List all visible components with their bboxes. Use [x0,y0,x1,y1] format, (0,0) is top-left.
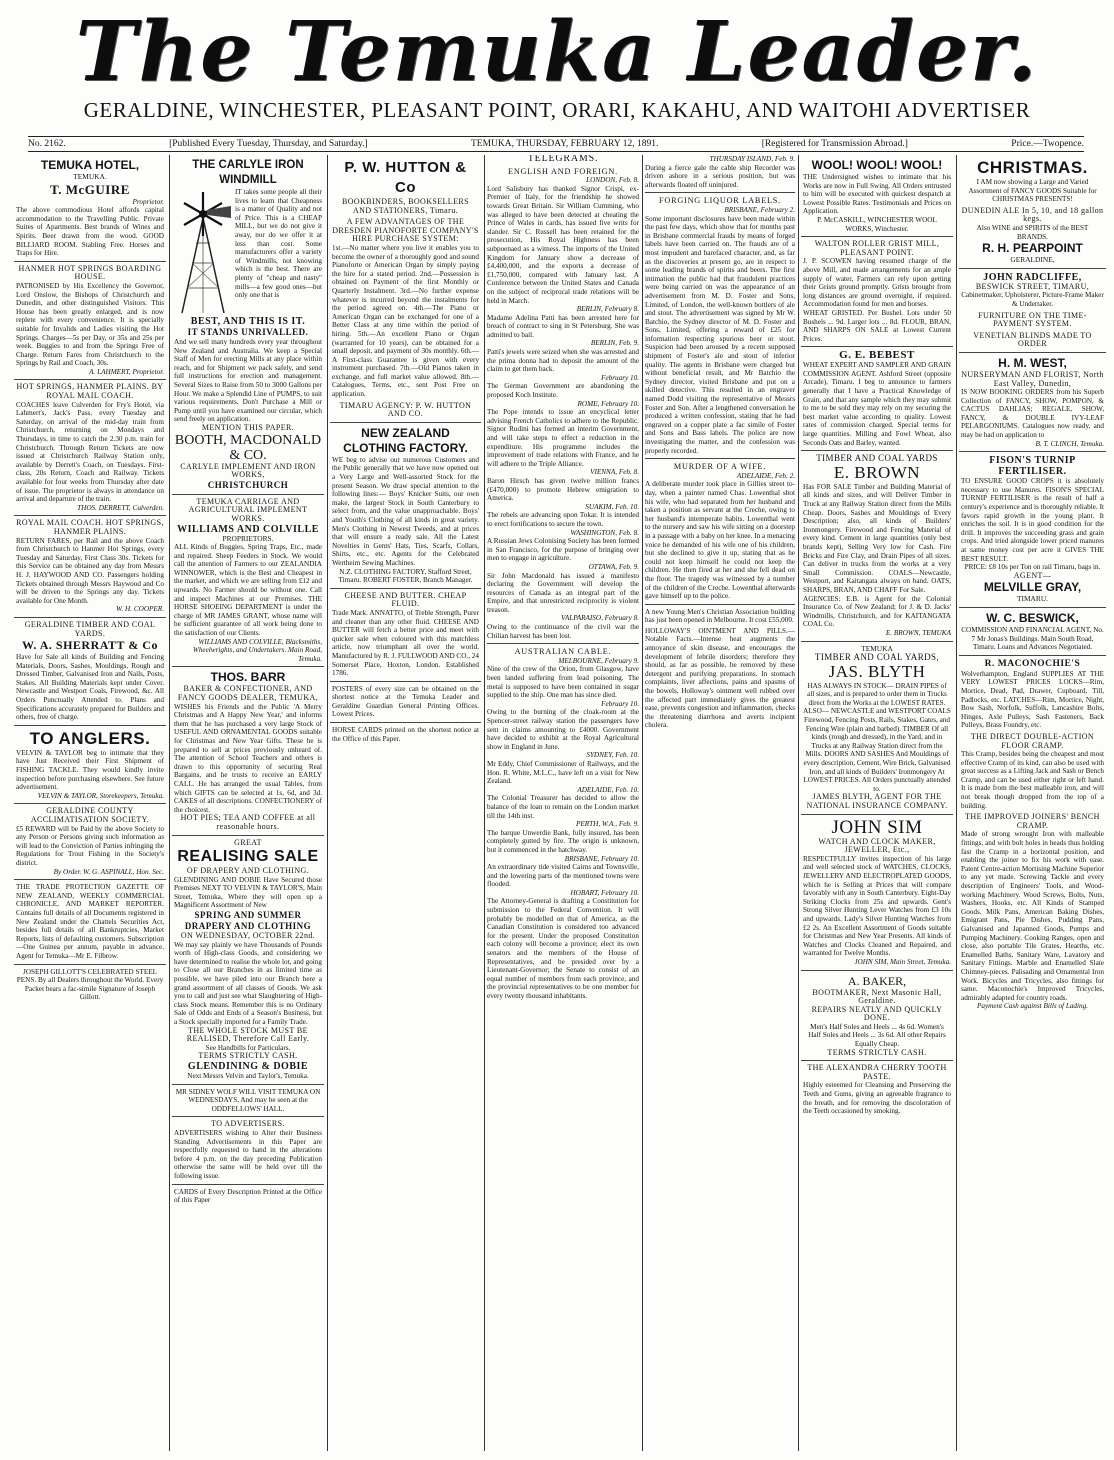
ad-note: MENTION THIS PAPER. [201,422,295,432]
ad-body: THE Undersigned wishes to intimate that his Works are now in Full Swing. All Orders entrusted to him will be executed with quickest despatch at Lowest Possible Rates. Testimonials and Prices on Application. [803,173,951,216]
ad-fison [959,452,1106,608]
article-text: Some important disclosures have been made within the past few days, which show that for months past in Brisbane commercial frauds by means of forged labels have been carried on. The frauds are of a most impudent and barefaced character, and, as far as the discoveries at present go, are in respect to some leading brands of spirits and beers. The first intimation the public had that fraudulent practices were being carried on was the appearance of an advertisement from M. D. Foster and Sons, Limited, of London, the well-known bottlers of ale and stout. The advertisement was signed by Mr W. Batchio, the Sydney director of M. D. Foster and Sons, Limited, offering a reward of £25 for information respecting spurious beer or stout. Suspicion had been aroused by a recent supposed shipment of Foster's ale and stout of inferior quality. The agents in Brisbane were charged but without beneficial result, and Mr Batchio the Sydney director, visited Brisbane and put on a skilled detective. This resulted in an engraver named Dodd visiting the representative of Messrs Foster and Son. After a lengthened conversation he produced a written confession, stating that he had engraved on a copper plate a fac simile of Foster and Sons and Bass labels. The police are now investigating the matter, and the confession was properly recorded. [645,214,795,455]
ad-owner: T. McGUIRE [50,181,130,197]
ad-title: WOOL! WOOL! WOOL! [811,158,943,172]
ad-highlight: REPAIRS NEATLY AND QUICKLY DONE. [811,1004,943,1023]
ad-address: BESWICK STREET, TIMARU, [975,281,1090,291]
dispatch-text: Patti's jewels were seized when she was arrested and the prima donna had to deposit the amount of the claim to get them back. [487,348,639,374]
ad-acclimatisation [14,804,166,880]
ad-gillott-pens [14,965,166,1005]
ad-heading: THE IMPROVED JOINERS' BENCH CRAMP. [965,812,1100,830]
ad-owner: MELVILLE GRAY, [983,580,1082,595]
dispatch-text: Mr Eddy, Chief Commissioner of Railways, and the Hon. R. White, M.L.C., have left on a visit for New Zealand. [487,759,639,786]
dateline [28,136,1084,152]
column-rule [956,155,957,1451]
ad-body: RESPECTFULLY invites inspection of his large and well selected stock of WATCHES, CLOCKS, JEWELLERY AND ELECTROPLATED GOODS, which he is Selling at Prices that will compare favorably with any in South Canterbury. Eight-Day Striking Clocks from 25s and upwards. Gent's Strong Silver Hunting Lever Watches from £3 10s and upwards. Lady's Silver Hunting Watches from £2 2s. An Excellent Assortment of Goods suitable for Christmas and New Year Presents. All kinds of Watches and Clocks Cleaned and Repaired, and warranted for Twelve Months. [803,854,951,958]
ad-thos-barr [172,667,324,835]
ad-role: PROPRIETORS. [222,533,274,543]
ad-body: PATRONISED by His Excellency the Governor, Lord Onslow, the Bishops of Christchurch and Dunedin, and other distinguished Visitors. This House has been greatly enlarged, and is now replete with every convenience. It is specially suitable for Invalids and Ladies visiting the Hot Springs. Charges—5s per Day, or 35s and 25s per week. Buggies to and from the Springs Free of Charge. Return Fares from Christchurch to the Springs by Rail and Coach, 30s. [16,281,164,368]
ad-owner: R. H. PEARPOINT [982,241,1083,256]
ad-title: CHRISTMAS. [977,158,1088,177]
ad-sub: WATCH AND CLOCK MAKER, JEWELLER, Etc., [818,836,936,855]
ad-a-baker [801,971,953,1062]
ad-title: TO ADVERTISERS. [211,1119,285,1129]
dispatch-text: The barque Unwerdie Bank, fully insured, has been completely gutted by fire. The origin is unknown, but it commenced in the hatchway. [487,828,639,854]
ad-john-sim [801,815,953,971]
ad-nz-clothing-factory [330,423,481,589]
dispatch-text: The Attorney-General is drafting a Constitution for submission to the Federal Convention. It will probably be modelled on that of America, as the Canadian Constitution is considered too advanced for the present. Under the proposed Constitution each colony will become a province; elect its own senators and the members of the House of Representatives, and be presided over by a Lieutenant-Governor; the Senate to consist of an equal number of members from each province, and the provincial representatives to be one member for every twenty thousand inhabitants. [487,897,639,1000]
dispatch-text: The German Government are abandoning the proposed Koch Institute. [487,382,639,400]
dispatch-text: Nine of the crew of the Orion, from Glasgow, have been landed suffering from lead poisoning. The metal is supposed to have been contained in sugar supplied to the ship. One man has since died. [487,665,639,700]
ad-signature: B. T. CLINCH, Temuka. [1035,439,1104,448]
ad-title: FISON'S TURNIP FERTILISER. [989,455,1076,478]
newspaper-title: The Temuka Leader. [75,4,1039,100]
ad-body: WE beg to advise our numerous Customers and the Public generally that we have now opened out a Very Large and Well-assorted Stock for the present Season. We draw special attention to the following lines:— Boys' Knicker Suits, our own make, the largest Stock in South Canterbury to select from, and the value unapproachable. Boys' and Youth's Clothing of all kinds in great variety. Men's Clothing in Newest Tweeds, and at prices that will ensure a ready sale. All the Latest Novelties in Gents' Hats, Ties, Scarfs, Collars, Shirts, etc., etc. Agents for the Celebrated Wertheim Sewing Machines. [332,455,479,567]
ad-maconochie [959,656,1106,1014]
dispatch-place: VALPARAISO, February 8. [561,614,639,623]
ad-body: ALL Kinds of Buggies, Spring Traps, Etc., made and repaired. Sheep Feeders in Stock. We would call the attention of Farmers to our ZEALANDIA WINNOWER, which is the Best and Cheapest in the market, and which we are selling from £12 and upwards. No Farmer should be without one. Call and inspect Machines at our Premises. THE HORSE SHOEING DEPARTMENT is under the charge of MR JAMES GRANT, whose name will be sufficient guarantee of all work being done to the satisfaction of our Clients. [174,543,322,638]
ad-williams-colville [172,495,324,668]
ad-realising-sale [172,836,324,1085]
column-6 [801,155,953,1451]
ad-signature: P. McCASKILL, WINCHESTER WOOL WORKS, Winchester. [817,215,937,233]
ad-highlight: IT STANDS UNRIVALLED. [187,327,309,337]
ad-body: THE TRADE PROTECTION GAZETTE OF NEW ZEALAND, WEEKLY COMMERCIAL CHRONICLE, AND MARKET REPORTER. Contains full details of all Documents registered in New Zealand under the Chattels Securities Act, besides full details of all Bankruptcies, Market Reports, lists of defaulting customers. Subscription—One Guinea per annum, payable in advance. Agent for Temuka—Mr E. Filbrow. [16,883,164,960]
ad-heading: A FEW ADVANTAGES OF THE DRESDEN PIANOFORTE COMPANY'S HIRE PURCHASE SYSTEM: [332,217,479,244]
ad-owner: E. BROWN [833,462,921,482]
ad-highlight: DUNEDIN ALE In 5, 10, and 18 gallon kegs. [961,205,1104,224]
ad-body: IS NOW BOOKING ORDERS from his Superb Collection of FANCY, SHOW, POMPON, & CACTUS DAHLIAS; REGALE, SHOW, FANCY, & DOUBLE IVY-LEAF PELARGONIUMS. Catalogues now ready, and may be had on application to [961,388,1104,440]
ad-sub: BOOTMAKER, Next Masonic Hall, Geraldine. [812,987,942,1006]
ad-company: BOOTH, MACDONALD & CO. [174,432,322,463]
ad-place: GERALDINE, [1010,255,1055,265]
ad-company: GLENDINING & DOBIE [187,1060,309,1072]
issue-number: No. 2162. [28,139,66,149]
ad-body: COMMISSION AND FINANCIAL AGENT, No. 7 Mr Jonas's Buildings. Main South Road, Timaru. Loans and Advances Negotiated. [961,625,1104,652]
ad-owner: JOHN SIM [831,816,923,838]
dispatch-place: PERTH, W.A., Feb. 9. [575,820,639,829]
column-3 [330,155,481,1451]
ad-body: Highly esteemed for Cleansing and Preserving the Teeth and Gums, giving an agreeable fragrance to the breath, and for removing the discoloration of the Teeth occasioned by smoking. [803,1081,951,1116]
ad-sub: BAKER & CONFECTIONER, AND FANCY GOODS DEALER, TEMUKA, [177,684,319,702]
dispatch-place: SYDNEY, Feb. 10. [586,751,639,760]
ad-title: TEMUKA CARRIAGE AND AGRICULTURAL IMPLEMENT WORKS. [188,496,308,523]
ad-owner: A. BAKER, [847,973,907,988]
ad-owner: G. E. BEBEST [839,349,915,362]
ad-body: HAS ALWAYS IN STOCK— DRAIN PIPES of all sizes, and is prepared to order them in Trucks direct from the Works at the LOWEST RATES. ALSO— NEWCASTLE and WESTPORT COALS Firewood, Fencing Posts, Rails, Stakes, Gates, and Fencing Wire (plain and barbed). TIMBER Of all kinds (rough and dressed), in the Yard, and in Trucks at any Railway Station direct from the Mills. DOORS AND SASHES And Mouldings of every description, Cement, Wire Brick, Galvanised Iron, and all kinds of Builders' Ironmongery At LOWEST PRICES. All Orders punctually attended to. [803,681,951,793]
ad-sub: NURSERYMAN AND FLORIST, North East Valley, Dunedin, [961,369,1104,388]
ad-title: GERALDINE COUNTY ACCLIMATISATION SOCIETY. [30,806,150,824]
ad-owner: W. C. BESWICK, [986,610,1079,625]
divider [645,192,795,193]
ad-note: See Handbills for Particulars. [205,1043,291,1052]
dispatch-place: February 10. [601,373,639,382]
ad-h-m-west [959,353,1106,452]
newspaper-subtitle: GERALDINE, WINCHESTER, PLEASANT POINT, ORARI, KAKAHU, AND WAITOHI ADVERTISER [83,98,1031,122]
ad-cherry-paste [801,1061,953,1119]
ad-body: ADVERTISERS wishing to Alter their Business Standing Advertisements in this Paper are respectfully requested to hand in the alterations before 4 p.m. on the day preceding Publication otherwise the same will be held over till the following issue. [174,1128,322,1180]
ad-title: TEMUKA HOTEL, [40,158,140,172]
ad-hutton [330,155,481,423]
price: Price.—Twopence. [1011,139,1084,149]
ad-radcliffe [959,269,1106,353]
ad-e-brown [801,451,953,641]
ad-title: P. W. HUTTON & Co [344,159,467,196]
article-title: FORGING LIQUOR LABELS. [659,196,781,206]
ad-role: Proprietor. [132,197,164,206]
ad-body: POSTERS of every size can be obtained on the shortest notice at the Temuka Leader and Geraldine Guardian General Printing Offices. Lowest Prices. [332,684,479,719]
ad-christmas [959,155,1106,269]
dispatch-text: During a fierce gale the cable ship Recorder was driven ashore in a serious position, but was afterwards floated off uninjured. [645,163,795,189]
ad-body: WHEAT EXPERT AND SAMPLER AND GRAIN COMMISSION AGENT. Ashford Street (opposite Arcade), Timaru. I beg to announce to farmers generally that I have a Practical Knowledge of Grain, and that any sample which they may submit to me to be sold they may rely on my securing the best market value according to quality. Lowest rates of commission charged. Special terms for large quantities. Milling and Fowl Wheat, also Seconds Oats and Barley, wanted. [803,361,951,447]
windmill-illustration [174,188,232,316]
ad-wool [801,155,953,237]
ad-note: Also WINE and SPIRITS of the BEST BRANDS. [976,223,1089,241]
section-subtitle: ENGLISH AND FOREIGN. [508,166,618,176]
ad-body: WISHES his Friends and the Public 'A Merry Christmas and A Happy New Year,' and informs them that he has purchased a very large Stock of USEFUL AND ORNAMENTAL GOODS suitable for Christmas and New Year Gifts. These he is prepared to sell at prices previously unheard of. The attention of School Teachers and others is drawn to this opportunity of securing Real Bargains, and he trusts to receive an EARLY CALL. He has arranged the usual Tables, from which GIFTS can be selected at 1s, 6d, and 3d. CAKES of all descriptions. CONFECTIONERY of the choicest. [174,702,322,814]
ad-kicker: GREAT [234,837,262,847]
dispatch-text: Baron Hirsch has given twelve million francs (£470,000) to promote Hebrew emigration to America. [487,476,639,503]
ad-owner: JOHN RADCLIFFE, [983,271,1082,283]
ad-body: COACHES leave Culverden for Fry's Hotel, via Lahmert's, Jack's Pass, every Tuesday and Saturday, on arrival of the mid-day train from Christchurch, returning on Mondays and Thursdays, in time to catch the 2.30 p.m. train for Christchurch. Through Return Tickets are now issued at Christchurch Railway Station only, available by Derrett's Coach, on Tuesdays. First-class, 20s Return, Coach and Railway. Tickets available for four weeks from Thursday after date of issue. The proprietor is always in attendance on arrival and departure of the train. [16,400,164,504]
columns [14,155,1106,1455]
dispatch-place: BRISBANE, February 10. [564,854,639,863]
ad-to-anglers [14,726,166,805]
ad-signature: N.Z. CLOTHING FACTORY, Stafford Street, Timaru. ROBERT FOSTER, Branch Manager. [338,567,473,585]
ad-jas-blyth [801,642,953,815]
ad-title: HOT SPRINGS, HANMER PLAINS. BY ROYAL MAIL COACH. [16,382,164,401]
ad-beswick [959,608,1106,656]
article-text: A deliberate murder took place in Gillies street to-day, when a painter named Chas. Lowenthal shot his wife, who had separated from her husband and taken a position as servant at the Creche, owing to her husband's intemperate habits. Lowenthal went to the nursery and saw his wife sitting on a doorstep in a passage with a baby on her knee. In a menacing voice he demanded of his wife one of his children, but she declined to give it up, stating that as he could not keep himself he could not keep the children. He then fired at her and she fell dead on the floor. The tragedy was witnessed by a number of the children of the Creche. Lowenthal afterwards gave himself up to the police. [645,480,795,601]
ad-place: TEMUKA. [73,172,107,181]
ad-note: THE WHOLE STOCK MUST BE REALISED, Therefore Call Early. [186,1025,310,1044]
ad-annatto [330,589,481,682]
dispatch-text: Owing to the continuance of the civil war the Chilian harvest has been lost. [487,623,639,640]
divider [645,604,795,605]
ad-body: I AM now showing a Large and Varied Assortment of FANCY GOODS Suitable for CHRISTMAS PRESENTS! [968,178,1097,204]
ad-title: THE CARLYLE IRON WINDMILL [192,159,304,186]
ad-heading: THE DIRECT DOUBLE-ACTION FLOOR CRAMP. [970,731,1095,750]
ad-signature: VELVIN & TAYLOR, Storekeepers, Temuka. [37,791,164,800]
ad-body: IT takes some people all their lives to learn that Cheapness is a matter of Quality and not of Price. This is a CHEAP MILL, but we do not give it away, nor do we offer it at less than cost. Some manufacturers offer a variety of Windmills, not knowing which is the best. There are plenty of "cheap and nasty" mills—a few good ones—but only one that is [235,188,322,300]
ad-owner: JAS. BLYTH [828,661,926,681]
ad-place: TIMARU. [1017,594,1048,604]
column-rule [484,155,485,1451]
ad-title: CHEESE AND BUTTER. CHEAP FLUID. [344,590,467,609]
dispatch-text: An extraordinary tide visited Cairns and Townsville, and the lowering parts of the mentioned towns were flooded. [487,863,639,889]
ad-sub: OF DRAPERY AND CLOTHING. [186,866,310,876]
issue-date: TEMUKA, THURSDAY, FEBRUARY 12, 1891. [470,139,659,149]
ad-body: RETURN FARES, per Rail and the above Coach from Christchurch to Hanmer Hot Springs, every Tuesday and Saturday, First Class 30s. Tickets for this Service can be obtained any day from Messrs H. J. HAYWOOD AND CO. Passengers holding Tickets obtained through Messrs Haywood and Co will be driven to the Springs any day. Tickets available for One Month. [16,536,164,605]
ad-place: CHRISTCHURCH [207,479,289,490]
ad-trade: Cabinetmaker, Upholsterer, Picture-Frame Maker & Undertaker. [961,291,1104,308]
article-text: A new Young Men's Christian Association building has just been opened in Melbourne. It cost £55,000. [645,607,795,625]
ad-owner: W. A. SHERRATT & Co [22,638,158,653]
column-5 [645,155,795,1451]
ad-signature: JAMES BLYTH, AGENT FOR THE NATIONAL INSURANCE COMPANY. [806,792,948,810]
dispatch-place: HOBART, February 10. [570,888,639,897]
ad-title: ROYAL MAIL COACH. HOT SPRINGS, HANMER PLAINS. [16,518,164,536]
ad-body: Men's Half Soles and Heels ... 4s 6d. Women's Half Soles and Heels ... 3s 6d. All other Repairs Equally Cheap. [808,1022,946,1049]
dispatch-place: THURSDAY ISLAND, Feb. 9. [709,155,795,163]
divider [487,643,639,644]
ad-temuka-hotel [14,155,166,262]
dispatch-place: MELBOURNE, February 9. [558,656,639,665]
dispatch-place: February 10. [601,699,639,708]
dispatch-place: VIENNA, Feb. 8. [590,468,639,477]
ad-title: REALISING SALE [177,848,319,866]
ad-highlight: BEST, AND THIS IS IT. [190,316,306,327]
ad-place: TEMUKA [861,643,893,653]
ad-body: VELVIN & TAYLOR beg to intimate that they have Just Received their First Shipment of FISHING TACKLE. They would kindly invite inspection before purchasing elsewhere. See future advertisement. [16,748,164,792]
ad-sub: BOOKBINDERS, BOOKSELLERS AND STATIONERS, Timaru. [342,197,469,215]
ad-body: Trade Mark. ANNATTO, of Treble Strength, Purer and cleaner than any other fluid. CHEESE AND BUTTER will fetch a better price and meet with quicker sale when coloured with this matchless article, now triumphant all over the world. Manufactured by R. J. FULLWOOD AND CO., 24 Somerset Place, Hoxton, London. Established 1786. [332,608,479,678]
divider [645,458,795,459]
masthead [0,4,1114,122]
dispatch-place: ADELAIDE, Feb. 10. [577,785,639,794]
ad-prices: WHEAT GRISTED. Per Bushel. Lots under 50 Bushels ... 9d. Larger lots ... 8d. FLOUR, BRAN, AND SHARPS ON SALE at Lowest Current Prices. [803,308,951,343]
ad-body: Made of strong wrought Iron with malleable fittings, and with bolt holes in heads thus holding fast the Cramp in a horizontal position, and enabling the joiner to fix his work with ease. Patent Centre-action Mortising Machine Superior to any yet made. Screwing Tackle and every description of Engineers' Tools, and Wood-working Machinery. Wood Screws, Bolts, Nuts, Washers, Hooks, etc. All Kinds of Stamped Goods. Milk Pans, American Baking Dishes, Emigrant Pans, Pie Dishes, Pudding Pans, Galvanised and Japanned Goods, Pumps and Pumping Machinery. Cooking Ranges, open and close, also portable Tile Grates, Hearths, etc. Enamelled Baths, Sanitary Ware, Lavatory and Sanitary Fittings. Marble and Enamelled Slate Chimney-pieces. Palisading and Ornamental Iron Work. Bicycles and Tricycles, also fittings for same. Maconochie's Improved Tricycles, admirably adapted for country roads. [961,830,1104,1002]
dispatch-text: The Pope intends to issue an encyclical letter advising French Catholics to adhere to the Republic. Signor Rudini has formed an interim Government, and will take steps to effect a reduction in the expenditure. His programme includes the improvement of trade relations with France, and he will adhere to the Triple Alliance. [487,408,639,468]
ad-posters [330,682,481,723]
ad-sidney-wolf [172,1085,324,1118]
ad-signature: JOHN SIM, Main Street, Temuka. [854,957,951,966]
ad-signature: A. LAHMERT, Proprietor. [89,367,164,376]
ad-signature: WILLIAMS AND COLVILLE, Blacksmiths, Wheelwrights, and Undertakers. Main Road, Temuka. [192,637,322,663]
column-rule [798,155,799,1451]
ad-terms: TERMS STRICTLY CASH. [827,1047,927,1057]
ad-bebest [801,347,953,451]
ad-carlyle-windmill [172,155,324,495]
ad-body: And we sell many hundreds every year throughout New Zealand and Australia. We keep a Special Staff of Men for erecting Mills at any place within reach, and for Shipment we pack safely, and send full instructions for erection and management. Several Sizes to Raise from 50 to 3000 Gallons per Hour. We make a Splendid Line of PUMPS, to suit various requirements. Don't Purchase a Mill or Pump until you have examined our circular, which send freely on application. [174,338,322,424]
ad-body: We may say plainly we have Thousands of Pounds worth of High-class Goods, and considering we have determined to realise the whole lot, and going to Close all our Branches in as limited time as possible, we have piled into our Branch here a grand assortment of all classes of Goods. We ask you to call and just see what Slaughtering of High-class Stock means. Remember this is no Ordinary Sale of Odds and Ends of a Season's Business, but a Stock specially imported for a Family Trade. [174,940,322,1026]
dispatch-place: SUAKIM, Feb. 10. [585,502,639,511]
ad-body: The above commodious Hotel affords capital accommodation to the Travelling Public. Private Suites of Apartments. Best brands of Wines and Spirits. Beer drawn from the wood. GOOD BILLIARD ROOM. Stabling Free. Horses and Traps for Hire. [16,206,164,258]
dispatch-place: WASHINGTON, Feb. 8. [570,528,639,537]
column-rule [642,155,643,1451]
column-1 [14,155,166,1451]
dispatch-place: BERLIN, February 8. [576,305,639,314]
registration-note: [Registered for Transmission Abroad.] [761,139,908,149]
ad-walton-mill [801,237,953,347]
dispatch-text: Lord Salisbury has thanked Signor Crispi, ex-Premier of Italy, for the friendship he showed towards Great Britain. Sir William Cumming, who was alleged to have been detected at cheating the Prince of Wales in cards, has issued five writs for slander. Sir C. Russell has been retained for the prosecution, His Royal Highness has been subpoenaed as a witness. The imports of the United Kingdom for January show a decrease of £4,400,000, and the exports a decrease of £1,750,000, compared with January last. A Conference between the United States and Canada on the subject of reciprocal trade relations will be held in March. [487,184,639,305]
ad-title: TO ANGLERS. [29,728,151,748]
ad-horse-cards [330,723,481,746]
column-2 [172,155,324,1451]
ad-title: NEW ZEALAND CLOTHING FACTORY. [343,425,468,455]
ad-body: Have for Sale all kinds of Building and Fencing Materials, Doors, Sashes, Mouldings, Rough and Dressed Timber, Galvanised Iron and Nails, Posts, Stakes. All Building Materials kept under Cover. Newcastle and Westport Coals, Firewood, &c. All Orders Punctually Attended to. Plans and Specifications accurately prepared for Builders and others, free of charge. [16,653,164,722]
ad-body: Wolverhampton, England SUPPLIES AT THE VERY LOWEST PRICES LOCKS—Rim, Mortice, Dead, Pad, Drawer, Cupboard, Till, Padlocks, etc. LATCHES—Rim, Mortice, Night, Bow Sash, Norfolk, Suffolk, Lancashire Bolts, Hinges, Axle Pulleys, Sash Fasteners, Back Pulleys, Brass Foundry, etc. [961,669,1104,730]
ad-note: AGENT— [1013,570,1052,580]
ad-date: ON WEDNESDAY, OCTOBER 22nd. [180,931,316,941]
ad-royal-mail-coach [14,516,166,618]
dispatch-place: BRISBANE, February 2. [724,205,795,214]
ad-to-advertisers [172,1117,324,1184]
ad-body: This Cramp, besides being the cheapest and most effective Cramp of its kind, can also be used with great success as a Lifting Jack and Sash or Bench Cramp, and can be used either right or left hand. It is made from the best malleable iron, and will not break though dropped from the top of a building. [961,750,1104,810]
ad-title: TIMBER AND COAL YARDS, [814,652,940,663]
dispatch-place: OTTAWA, Feb. 9. [588,562,639,571]
dispatch-place: ROME, February 10. [577,399,639,408]
ad-hanmer-boarding [14,262,166,381]
ad-price: PRICE: £8 10s per Ton on rail Timaru, bags in. [964,563,1101,572]
section-title: AUSTRALIAN CABLE. [514,647,612,657]
ad-address: Next Messrs Velvin and Taylor's, Temuka. [187,1071,309,1080]
column-rule [169,155,170,1451]
ad-note: Payment Cash against Bills of Lading. [976,1002,1088,1011]
ad-body: GLENDINING AND DOBIE Have Secured those Premises NEXT TO VELVIN & TAYLOR'S, Main Street, Temuka, Where they will open up a Magnificent Assortment of New [174,875,322,910]
dispatch-text: Madame Adelina Patti has been arrested here for breach of contract to sing in St Petersburg. She was admitted to bail. [487,313,639,339]
ad-geraldine-timber [14,618,166,726]
column-rule [327,155,328,1451]
ad-title: GERALDINE TIMBER AND COAL YARDS. [24,619,156,638]
ad-body: £5 REWARD will be Paid by the above Society to any Person or Persons giving such information as will lead to the Conviction of Parties infringing the Regulations for Trout Fishing in the Society's district. [16,824,164,867]
ad-note: VENETIAN BLINDS MADE TO ORDER [973,330,1092,349]
ad-highlight: FURNITURE ON THE TIME-PAYMENT SYSTEM. [978,310,1087,329]
dispatch-text: Owing to the burning of the cloak-room at the Spencer-street railway station the passengers have sent in claims amounting to £4000. Government have decided to exhibit at the Royal Agricultural show in England in June. [487,708,639,751]
ad-company: WILLIAMS AND COLVILLE [177,523,319,535]
ad-body: JOSEPH GILLOTT'S CELEBRATED STEEL PENS. By all Dealers throughout the World. Every Packet bears a fac-simile Signature of Joseph Gillott. [16,967,164,1002]
ad-owner: R. MACONOCHIE'S [984,658,1081,669]
ad-owner: H. M. WEST, [998,355,1067,370]
ad-body: MR SIDNEY WOLF WILL VISIT TEMUKA ON WEDNESDAYS, And may be seen at the ODDFELLOWS' HALL. [175,1087,321,1113]
dispatch-text: The Colonial Treasurer has decided to allow the balance of the loan to remain on the London market till the 14th inst. [487,794,639,820]
ad-cards [172,1185,324,1208]
ad-signature: By Order. W. G. ASPINALL, Hon. Sec. [53,867,164,876]
ad-body: TO ENSURE GOOD CROPS it is absolutely necessary to use Manures. FISON'S SPECIAL TURNIP FERTILISER is the result of half a century's experience and is thoroughly reliable. It favors rapid growth in the young plant. It enriches the soil. It is in good condition for the drill. It improves the succeeding grass and grain crops. And tried alongside lower priced manures at same money cost per acre it GIVES THE BEST RESULT. [961,477,1104,563]
ad-terms: TERMS STRICTLY CASH. [198,1051,298,1061]
ad-highlight: SPRING AND SUMMER DRAPERY AND CLOTHING [184,910,312,932]
ad-trade-gazette [14,880,166,964]
ad-body: 1st.—No matter where you live it enables you to become the owner of a thoroughly good and sound Pianoforte or American Organ by simply paying the hire for a stated period. 2nd.—Possession is obtained on Payment of the first Monthly or Quarterly Instalment. 3rd.—No further expense whatever is incurred beyond the instalments for the period agreed on. 4th.—The Piano or American Organ can be exchanged for one of a Better Class at any time within the period of hiring. 5th.—An excellent Piano or Organ (warranted for 10 years), can be obtained for a small deposit, and payment of 30s monthly. 6th.—A First-class Guarantee is given with every instrument purchased. 7th.—Old Pianos taken in exchange, and full market value allowed. 8th.—Catalogues, Terms, etc., sent Post Free on application. [332,243,479,399]
ad-title: HANMER HOT SPRINGS BOARDING HOUSE. [18,263,162,282]
ad-agencies: AGENCIES: E.B. is Agent for the Colonial Insurance Co. of New Zealand; for J. & D. Jacks' Windmills, Christchurch, and for KAITANGATA COAL Co. [803,594,951,629]
publication-schedule: [Published Every Tuesday, Thursday, and Saturday.] [169,139,368,149]
ad-hot-springs-coach [14,380,166,516]
ad-title: TIMBER AND COAL YARDS [816,453,938,464]
dispatch-place: BERLIN, Feb. 9. [590,339,639,348]
dispatch-text: A Russian Jews Colonising Society has been formed in San Francisco, for the purpose of bringing over men to engage in agriculture. [487,537,639,563]
column-7 [959,155,1106,1451]
ad-title: THE ALEXANDRA CHERRY TOOTH PASTE. [807,1063,947,1081]
ad-body: J. P. SCOWEN having resumed charge of the above Mill, and made arrangements for an ample supply of water, Farmers can rely upon getting their Grists ground promptly. Grists brought from long distances are ground overnight, if required. Accommodation found for men and horses. [803,257,951,309]
ad-signature: E. BROWN, TEMUKA [885,628,951,637]
ad-sub: CARLYLE IMPLEMENT AND IRON WORKS, [180,461,316,480]
dispatch-text: The rebels are advancing upon Tokar. It is intended to erect fortifications to secure the town. [487,511,639,528]
dispatch-place: ADELAIDE, Feb. 2. [736,471,795,480]
article-title: MURDER OF A WIFE. [673,462,767,472]
ad-agency: TIMARU AGENCY: P. W. HUTTON AND CO. [339,400,472,419]
ad-note: HOT PIES; TEA AND COFFEE at all reasonable hours. [180,813,316,831]
column-4 [487,155,639,1451]
article-text: HOLLOWAY'S OINTMENT AND PILLS.—Notable Facts.—Intense heat augments the annoyance of skin disease, and encourages the development of febrile disorders; therefore they should, as far as possible, be removed by these detergent and purifying preparations. In stomach complaints, liver affections, pains and spasms of the bowels, Holloway's ointment well rubbed over the affected part immediately gives the greatest ease, prevents congestion and inflammation, checks the threatening diarrhoea and averts incipient cholera. [645,626,795,730]
ad-signature: THOS. DERRETT, Culverden. [77,503,164,512]
dispatch-text: Sir John Macdonald has issued a manifesto declaring the Government will develop the resources of Canada as an integral part of the Empire, and that unrestricted reciprocity is violent treason. [487,571,639,614]
ad-body: Has FOR SALE Timber and Building Material of all kinds and sizes, and will Deliver Timber in Truck at any Railway Station direct from the Mills Cheap. Doors, Sashes and Mouldings of Every Description; also, all kinds of Builders' Ironmongery. Firewood and Fencing Material of every kind. Cement in large quantities (only best brands kept), Selling Very low for Cash. Fire Bricks and Fire Clay, and Drain Pipes of all sizes. Can deliver in trucks from the works at a very Small Commission. COALS—Newcastle, Westport, and Kaitangata always on hand. OATS, SHARPS, BRAN, AND CHAFF For Sale. [803,482,951,594]
ad-title: THOS. BARR [210,670,286,685]
section-title: TELEGRAMS. [527,155,599,164]
dispatch-place: LONDON, Feb. 8. [586,176,639,185]
ad-title: WALTON ROLLER GRIST MILL, PLEASANT POINT. [814,239,940,257]
ad-body: HORSE CARDS printed on the shortest notice at the Office of this Paper. [332,726,479,743]
ad-body: CARDS of Every Description Printed at the Office of this Paper [174,1187,322,1205]
ad-signature: W. H. COOPER. [116,605,164,614]
